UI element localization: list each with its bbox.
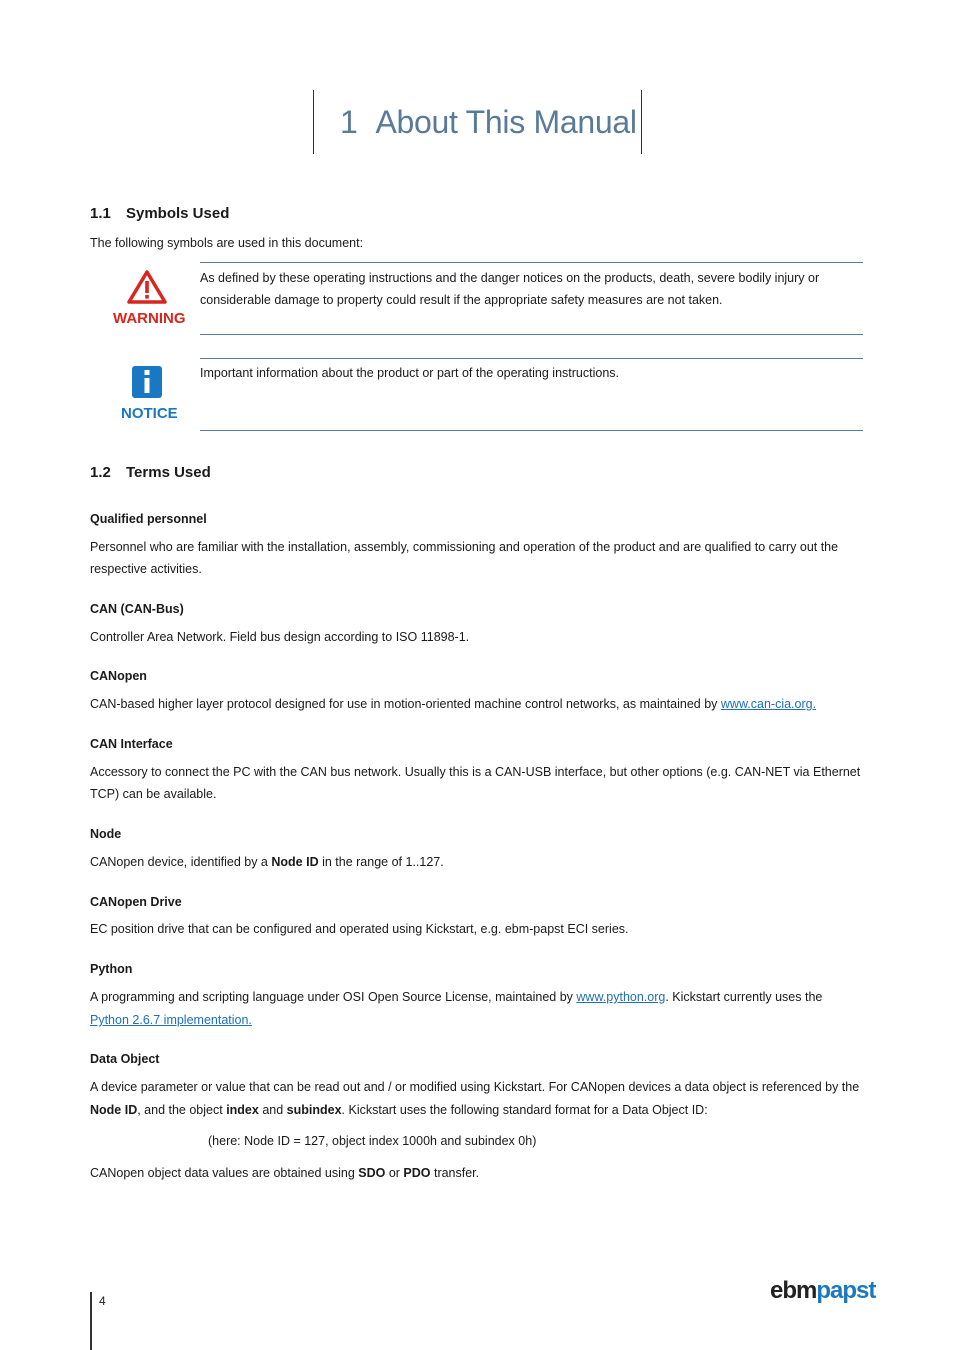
chapter-title-frame [313,90,642,154]
python-org-link[interactable]: www.python.org [576,990,666,1004]
warning-label: WARNING [113,310,186,327]
section-heading-terms [90,464,211,481]
sdo-bold: SDO [358,1166,386,1180]
logo-papst: papst [816,1277,876,1304]
ebmpapst-logo [770,1277,875,1305]
subindex-bold: subindex [286,1103,342,1117]
section-number: 1.1 [90,205,111,222]
term-python-desc-line2 [90,1009,252,1031]
notice-top-rule [200,358,863,359]
notice-label: NOTICE [121,405,178,422]
text: and [258,1103,287,1117]
data-object-example: (here: Node ID = 127, object index 1000h and subindex 0h) [208,1134,537,1148]
warning-top-rule [200,262,863,263]
chapter-title [340,104,637,141]
notice-text: Important information about the product or part of the operating instructions. [200,366,619,380]
canopen-desc-text: CAN-based higher layer protocol designed for use in motion-oriented machine control networks, as maintained by [90,697,721,711]
warning-triangle-icon [127,270,167,304]
info-icon [132,366,162,398]
chapter-title-text: About This Manual [375,104,637,140]
term-data-object-desc-line2 [90,1099,708,1121]
python-implementation-link[interactable]: Python 2.6.7 implementation. [90,1013,252,1027]
section-title: Symbols Used [126,205,230,222]
warning-bottom-rule [200,334,863,335]
notice-bottom-rule [200,430,863,431]
term-can-interface-desc-line2: TCP) can be available. [90,787,217,801]
warning-text-line2: considerable damage to property could result if the appropriate safety measures are not taken. [200,293,723,307]
term-canopen-desc [90,693,816,715]
python-desc-pre: A programming and scripting language under OSI Open Source License, maintained by [90,990,577,1004]
term-node-desc [90,851,444,873]
term-can-desc: Controller Area Network. Field bus design according to ISO 11898-1. [90,630,470,644]
node-id-bold: Node ID [90,1103,138,1117]
term-can-interface: CAN Interface [90,737,173,751]
term-can: CAN (CAN-Bus) [90,602,184,616]
term-data-object-desc-line3 [90,1162,479,1184]
text: , and the object [137,1103,227,1117]
term-python: Python [90,962,133,976]
logo-ebm: ebm [770,1277,817,1304]
section-number: 1.2 [90,464,111,481]
term-can-interface-desc-line1: Accessory to connect the PC with the CAN bus network. Usually this is a CAN-USB interface, but other options (e.g. CAN-NET via Ethernet [90,765,861,779]
term-node: Node [90,827,122,841]
warning-text-line1: As defined by these operating instructions and the danger notices on the products, death, severe bodily injury or [200,271,820,285]
chapter-number: 1 [340,104,358,140]
text: or [385,1166,404,1180]
pdo-bold: PDO [403,1166,431,1180]
term-canopen-drive: CANopen Drive [90,895,182,909]
section-heading-symbols [90,205,229,222]
node-desc-post: in the range of 1..127. [318,855,444,869]
index-bold: index [226,1103,259,1117]
page-number: 4 [99,1294,106,1308]
term-python-desc-line1 [90,986,822,1008]
term-qualified-desc-line1: Personnel who are familiar with the installation, assembly, commissioning and operation of the product and are qualified to carry out the [90,540,839,554]
term-canopen: CANopen [90,669,147,683]
term-qualified-desc-line2: respective activities. [90,562,202,576]
term-canopen-drive-desc: EC position drive that can be configured and operated using Kickstart, e.g. ebm-papst ECI series. [90,922,629,936]
term-data-object-desc-line1: A device parameter or value that can be read out and / or modified using Kickstart. For CANopen devices a data object is referenced by the [90,1080,860,1094]
text: CANopen object data values are obtained using [90,1166,359,1180]
term-qualified-personnel: Qualified personnel [90,512,207,526]
can-cia-link[interactable]: www.can-cia.org. [720,697,817,711]
text: . Kickstart uses the following standard format for a Data Object ID: [341,1103,708,1117]
node-id-bold: Node ID [271,855,319,869]
section-title: Terms Used [126,464,211,481]
footer-bar [90,1292,92,1350]
term-data-object: Data Object [90,1052,160,1066]
python-desc-mid: . Kickstart currently uses the [665,990,823,1004]
node-desc-pre: CANopen device, identified by a [90,855,272,869]
text: transfer. [430,1166,480,1180]
symbols-intro: The following symbols are used in this document: [90,236,364,250]
